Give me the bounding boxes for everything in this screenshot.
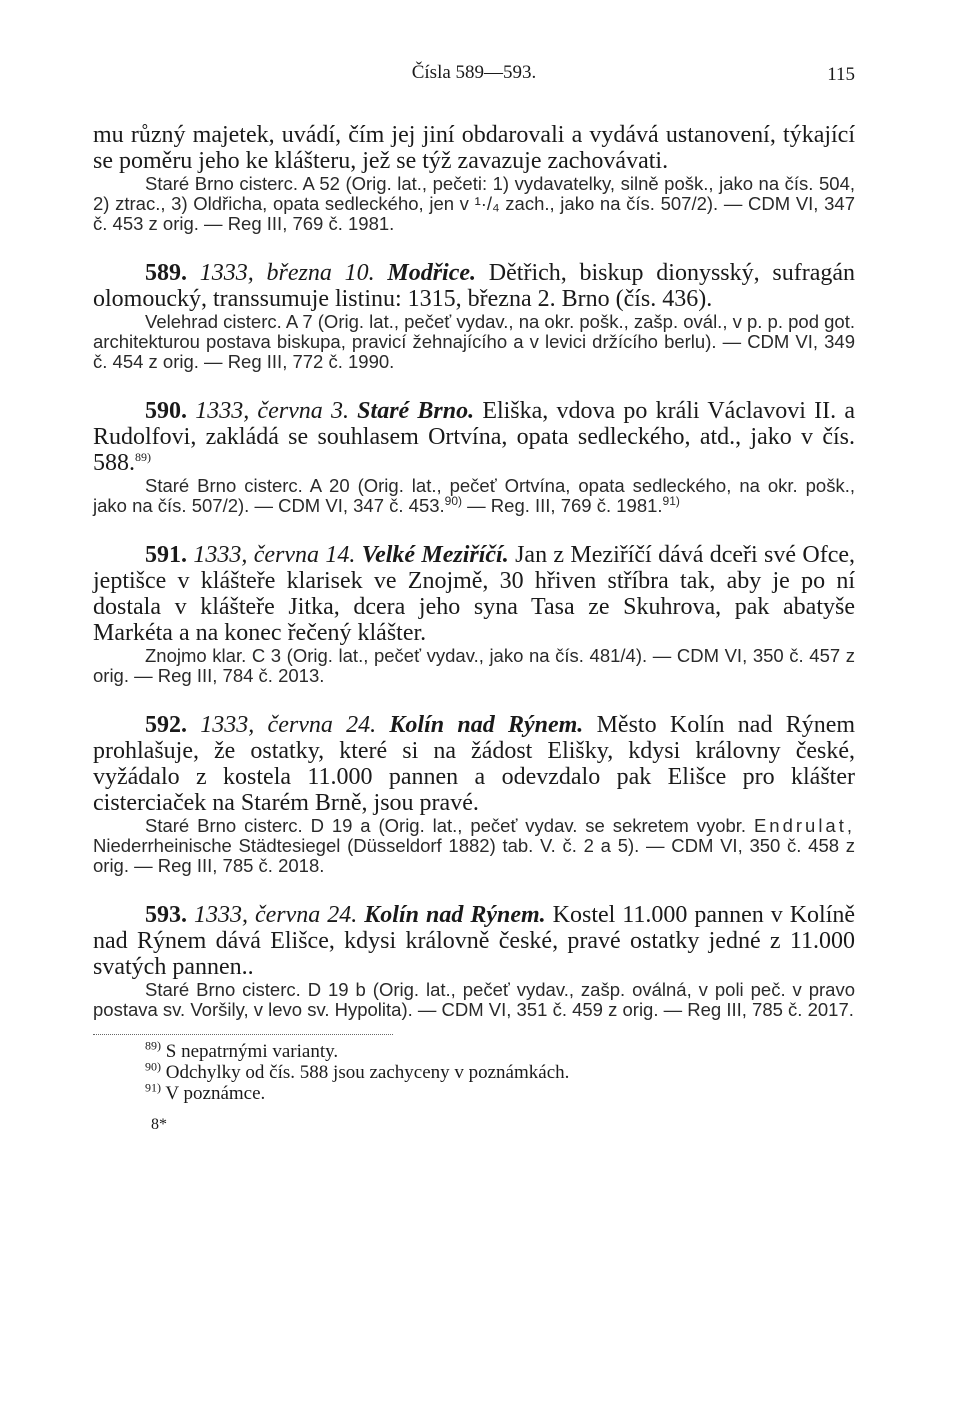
intro-text: mu různý majetek, uvádí, čím jej jiní obdarovali a vydává ustanovení, týkající se poměru jeho ke klášteru, jež se týž zavazuje zachovávati. bbox=[93, 122, 855, 174]
entry-source-part-b: Niederrheinische Städtesiegel (Düsseldorf 1882) tab. V. č. 2 a 5). — CDM VI, 350 č. 458 z orig. — Reg III, 785 č. 2018. bbox=[93, 835, 855, 876]
entry-place: Kolín nad Rýnem. bbox=[389, 712, 584, 738]
entry-place: Kolín nad Rýnem. bbox=[364, 902, 546, 928]
entry-date: 1333, června 24. bbox=[194, 902, 358, 928]
footnote-mark: 91) bbox=[145, 1080, 161, 1095]
entry-source-author: Endrulat, bbox=[753, 815, 855, 836]
entry-source: Staré Brno cisterc. D 19 b (Orig. lat., pečeť vydav., zašp. oválná, v poli peč. v pravo postava sv. Voršily, v levo sv. Hypolita). — CDM VI, 351 č. 459 z orig. — Reg III, 785 č. 2017. bbox=[93, 979, 855, 1020]
entry-589 bbox=[93, 260, 855, 372]
entry-number: 589. bbox=[145, 260, 187, 286]
entry-source: Velehrad cisterc. A 7 (Orig. lat., pečeť vydav., na okr. pošk., zašp. ovál., v p. p. pod got. architekturou postava biskupa, pravicí žehnajícího a v levici držícího berlu). — CDM VI, 349 č. 454 z orig. — Reg III, 772 č. 1990. bbox=[93, 311, 855, 372]
footnote-text: Odchylky od čís. 588 jsou zachyceny v poznámkách. bbox=[161, 1062, 570, 1083]
entry-date: 1333, června 24. bbox=[200, 712, 377, 738]
entry-591 bbox=[93, 542, 855, 686]
footnote-ref-89: 89) bbox=[135, 450, 151, 464]
entry-593 bbox=[93, 902, 855, 1020]
entry-590 bbox=[93, 398, 855, 516]
entry-source-part-b: — Reg. III, 769 č. 1981. bbox=[462, 495, 663, 516]
entry-place: Staré Brno. bbox=[357, 398, 475, 424]
footnotes bbox=[93, 1038, 855, 1104]
footnote-89 bbox=[93, 1038, 855, 1062]
footnote-text: S nepatrnými varianty. bbox=[161, 1041, 339, 1062]
footnote-91 bbox=[93, 1080, 855, 1104]
entry-592 bbox=[93, 712, 855, 876]
entry-source bbox=[93, 476, 855, 516]
entry-source: Znojmo klar. C 3 (Orig. lat., pečeť vydav., jako na čís. 481/4). — CDM VI, 350 č. 457 z orig. — Reg III, 784 č. 2013. bbox=[93, 645, 855, 686]
entry-number: 592. bbox=[145, 712, 187, 738]
entry-date: 1333, března 10. bbox=[199, 260, 375, 286]
footnote-ref-90: 90) bbox=[444, 493, 463, 508]
signature-mark: 8* bbox=[151, 1116, 167, 1133]
intro-source: Staré Brno cisterc. A 52 (Orig. lat., pečeti: 1) vydavatelky, silně pošk., jako na čís. 504, 2) ztrac., 3) Oldřicha, opata sedleckého, jen v ¹·/₄ zach., jako na čís. 507/2). — CDM VI, 347 č. 453 z orig. — Reg III, 769 č. 1981. bbox=[93, 173, 855, 234]
footnote-rule bbox=[93, 1034, 393, 1035]
page-body bbox=[93, 122, 855, 1134]
book-page bbox=[93, 0, 855, 1407]
page-number: 115 bbox=[827, 64, 855, 85]
entry-source-part-a: Staré Brno cisterc. D 19 a (Orig. lat., pečeť vydav. se sekretem vyobr. bbox=[145, 815, 754, 836]
entry-text: Jan z Meziříčí dává dceři své Ofce, jeptišce v klášteře klarisek ve Znojmě, 30 hřiven stříbra tak, aby je po ní dostala v klášteře Jitka, dcera jeho syna Tasa ze Skuhrova, pak abatyše Markéta a na konec řečený klášter. bbox=[93, 542, 856, 646]
footnote-mark: 90) bbox=[145, 1059, 161, 1074]
entry-source-part-a: Staré Brno cisterc. A 20 (Orig. lat., pečeť Ortvína, opata sedleckého, na okr. pošk., jako na čís. 507/2). — CDM VI, 347 č. 453. bbox=[93, 475, 855, 516]
footnote-text: V poznámce. bbox=[161, 1083, 266, 1104]
entry-number: 591. bbox=[145, 542, 187, 568]
entry-number: 590. bbox=[145, 398, 187, 424]
entry-place: Velké Meziříčí. bbox=[361, 542, 509, 568]
footnote-ref-91: 91) bbox=[662, 493, 680, 508]
running-title: Čísla 589—593. bbox=[411, 62, 537, 83]
entry-date: 1333, června 3. bbox=[195, 398, 349, 424]
page-header bbox=[93, 60, 855, 86]
entry-date: 1333, června 14. bbox=[193, 542, 356, 568]
entry-number: 593. bbox=[145, 902, 187, 928]
footnote-90 bbox=[93, 1059, 855, 1083]
entry-source bbox=[93, 816, 855, 876]
entry-text: Dětřich, biskup dionysský, sufragán olomoucký, transsumuje listinu: 1315, března 2. Brno (čís. 436). bbox=[93, 260, 856, 312]
entry-regest bbox=[93, 398, 855, 476]
entry-text: Kostel 11.000 pannen v Kolíně nad Rýnem dává Elišce, kdysi královně české, pravé ostatky jedné z 11.000 svatých pannen.. bbox=[93, 902, 856, 980]
entry-regest bbox=[93, 260, 855, 312]
entry-regest bbox=[93, 712, 855, 816]
entry-text: Město Kolín nad Rýnem prohlašuje, že ostatky, které si na žádost Elišky, kdysi královny české, vyžádalo z kostela 11.000 pannen a odevzdalo pak Elišce pro klášter cisterciaček na Starém Brně, jsou pravé. bbox=[93, 712, 856, 816]
entry-regest bbox=[93, 542, 855, 646]
entry-text: Eliška, vdova po králi Václavovi II. a Rudolfovi, zakládá se souhlasem Ortvína, opata sedleckého, atd., jako v čís. 588. bbox=[93, 398, 856, 476]
footnote-mark: 89) bbox=[145, 1038, 161, 1053]
entry-regest bbox=[93, 902, 855, 980]
entry-place: Modřice. bbox=[387, 260, 477, 286]
